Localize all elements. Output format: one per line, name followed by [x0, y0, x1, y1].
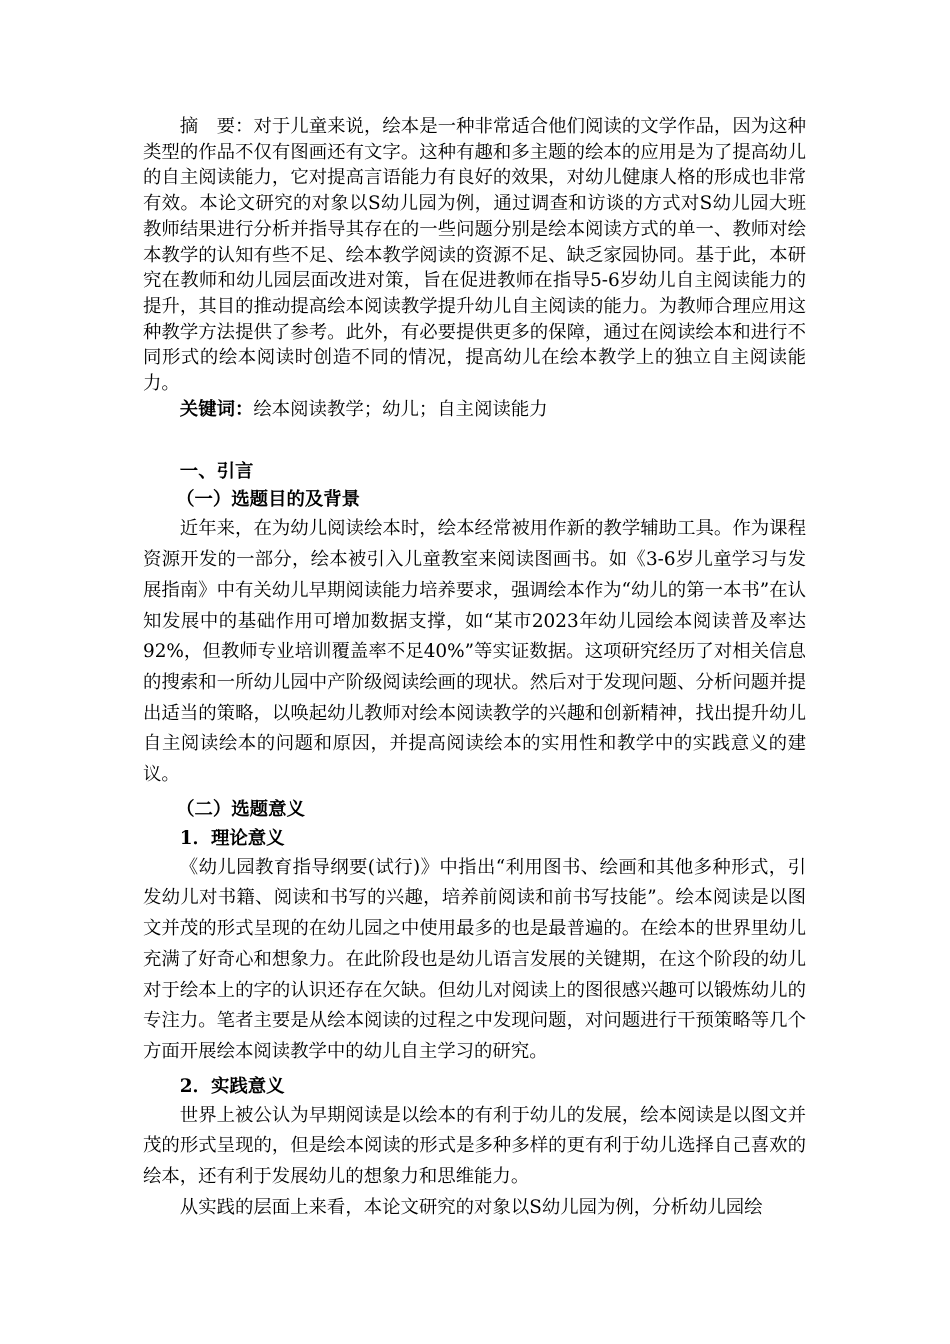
- keywords-label: 关键词：: [179, 398, 254, 420]
- abstract-text: 对于儿童来说，绘本是一种非常适合他们阅读的文学作品，因为这种类型的作品不仅有图画还有文字。这种有趣和多主题的绘本的应用是为了提高幼儿的自主阅读能力，它对提高言语能力有良好的效果，对幼儿健康人格的形成也非常有效。本论文研究的对象以S幼儿园为例，通过调查和访谈的方式对S幼儿园大班教师结果进行分析并指导其存在的一些问题分别是绘本阅读方式的单一、教师对绘本教学的认知有些不足、绘本教学阅读的资源不足、缺乏家园协同。基于此，本研究在教师和幼儿园层面改进对策，旨在促进教师在指导5-6岁幼儿自主阅读能力的提升，其目的推动提高绘本阅读教学提升幼儿自主阅读的能力。为教师合理应用这种教学方法提供了参考。此外，有必要提供更多的保障，通过在阅读绘本和进行不同形式的绘本阅读时创造不同的情况，提高幼儿在绘本教学上的独立自主阅读能力。: [143, 116, 806, 395]
- abstract-label: 摘 要：: [179, 116, 254, 137]
- paper-page: [143, 114, 806, 1224]
- abstract-paragraph: [143, 114, 806, 397]
- subsection-heading-significance: （二）选题意义: [176, 798, 305, 820]
- section-heading-introduction: 一、引言: [179, 461, 254, 483]
- subsubsection-heading-practice: 2．实践意义: [179, 1075, 285, 1097]
- keywords-text: 绘本阅读教学；幼儿；自主阅读能力: [253, 398, 548, 420]
- practice-paragraph-2: 从实践的层面上来看，本论文研究的对象以S幼儿园为例，分析幼儿园绘: [179, 1196, 763, 1218]
- abstract-block: [143, 114, 806, 422]
- keywords-line: [143, 397, 806, 423]
- subsubsection-heading-theory: 1．理论意义: [179, 827, 285, 849]
- purpose-background-paragraph: 近年来，在为幼儿阅读绘本时，绘本经常被用作新的教学辅助工具。作为课程资源开发的一部分，绘本被引入儿童教室来阅读图画书。如《3-6岁儿童学习与发展指南》中有关幼儿早期阅读能力培养要求，强调绘本作为“幼儿的第一本书”在认知发展中的基础作用可增加数据支撑，如“某市2023年幼儿园绘本阅读普及率达92%，但教师专业培训覆盖率不足40%”等实证数据。这项研究经历了对相关信息的搜索和一所幼儿园中产阶级阅读绘画的现状。然后对于发现问题、分析问题并提出适当的策略，以唤起幼儿教师对绘本阅读教学的兴趣和创新精神，找出提升幼儿自主阅读绘本的问题和原因，并提高阅读绘本的实用性和教学中的实践意义的建议。: [143, 518, 806, 786]
- subsection-heading-purpose-background: （一）选题目的及背景: [176, 489, 361, 511]
- theory-paragraph: 《幼儿园教育指导纲要(试行)》中指出“利用图书、绘画和其他多种形式，引发幼儿对书籍、阅读和书写的兴趣，培养前阅读和前书写技能”。绘本阅读是以图文并茂的形式呈现的在幼儿园之中使用最多的也是最普遍的。在绘本的世界里幼儿充满了好奇心和想象力。在此阶段也是幼儿语言发展的关键期，在这个阶段的幼儿对于绘本上的字的认识还存在欠缺。但幼儿对阅读上的图很感兴趣可以锻炼幼儿的专注力。笔者主要是从绘本阅读的过程之中发现问题，对问题进行干预策略等几个方面开展绘本阅读教学中的幼儿自主学习的研究。: [143, 856, 806, 1062]
- practice-paragraph-1: 世界上被公认为早期阅读是以绘本的有利于幼儿的发展，绘本阅读是以图文并茂的形式呈现的，但是绘本阅读的形式是多种多样的更有利于幼儿选择自己喜欢的绘本，还有利于发展幼儿的想象力和思维能力。: [143, 1104, 806, 1188]
